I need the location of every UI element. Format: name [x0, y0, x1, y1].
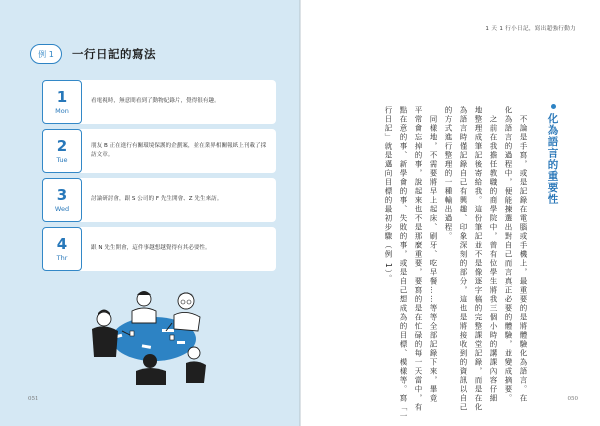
- bullet-dot-icon: [551, 104, 556, 109]
- page-number: 051: [28, 396, 39, 402]
- example-header: [30, 44, 156, 64]
- weekday-label: Tue: [56, 156, 68, 164]
- diary-entry-text: 看電視時，無意間看到了動物紀錄片，覺得很有趣。: [91, 98, 220, 105]
- day-number: 1: [56, 88, 68, 106]
- text-column: 為語言時僅記錄自己有興趣、印象深刻的部分，這也是將接收到的資訊以自己: [459, 106, 468, 412]
- diary-entries: [42, 80, 276, 276]
- right-page: [301, 0, 600, 426]
- text-column: 不論是手寫，或是記錄在電腦或手機上，最重要的是將體驗化為語言。在: [519, 106, 528, 403]
- day-badge: [42, 129, 82, 173]
- day-number: 4: [56, 235, 68, 253]
- day-badge: [42, 227, 82, 271]
- diary-entry: [42, 227, 276, 271]
- day-badge: [42, 80, 82, 124]
- day-number: 3: [56, 186, 68, 204]
- text-column: 化為語言的過程中，便能揀選出對自己而言真正必要的體驗，並變成摘要。: [504, 106, 513, 403]
- text-column: 地整理成筆記後寄給我。這份筆記並不是像逐字稿的完整課堂記錄，而是在化: [474, 106, 483, 412]
- diary-entry-text: 跟 N 先生開會，這件事越想越覺得有其必要性。: [91, 245, 211, 252]
- diary-entry-text: 討論研討會，跟 S 公司的 F 先生開會、Z 先生來訪。: [91, 196, 223, 203]
- weekday-label: Wed: [54, 205, 70, 213]
- diary-entry: [42, 178, 276, 222]
- day-badge: [42, 178, 82, 222]
- day-number: 2: [56, 137, 68, 155]
- diary-entry: [42, 80, 276, 124]
- example-label-pill: 例 1: [30, 44, 62, 64]
- text-column: 的方式進行整理的一種輸出過程。: [444, 106, 453, 241]
- body-text: [361, 106, 531, 421]
- meeting-illustration: [82, 275, 222, 385]
- weekday-label: Thr: [56, 254, 68, 262]
- text-column: 平常會忘掉的事，說起來也不是那麼重要，要寫的是在忙碌的每一天當中，有: [414, 106, 423, 412]
- page-number: 050: [567, 396, 578, 402]
- example-title: 一行日記的寫法: [72, 47, 156, 61]
- text-column: 同樣地，不需要將早上起床、刷牙、吃早餐……等等全部記錄下來，畢竟: [429, 106, 438, 403]
- section-heading-text: 化為語言的重要性: [546, 113, 559, 205]
- text-column: 之前在我擔任教職的商學院中，曾有位學生將我三個小時的講課內容仔細: [489, 106, 498, 403]
- text-column: 點在意的事、新學會的事、失敗的事，或是自己想成為的目標、模樣等。寫「一: [399, 106, 408, 421]
- weekday-label: Mon: [55, 107, 69, 115]
- diary-entry-text: 朋友 B 正在進行有關環境保護的企劃案，並在業界相關報紙上刊載了採訪文章。: [91, 142, 267, 158]
- text-column: 行日記」就是邁向目標的最初步驟（例 1）。: [384, 106, 393, 284]
- diary-entry: [42, 129, 276, 173]
- running-head: 1 天 1 行小日記，寫出超強行動力: [485, 26, 576, 32]
- section-heading: [546, 104, 560, 205]
